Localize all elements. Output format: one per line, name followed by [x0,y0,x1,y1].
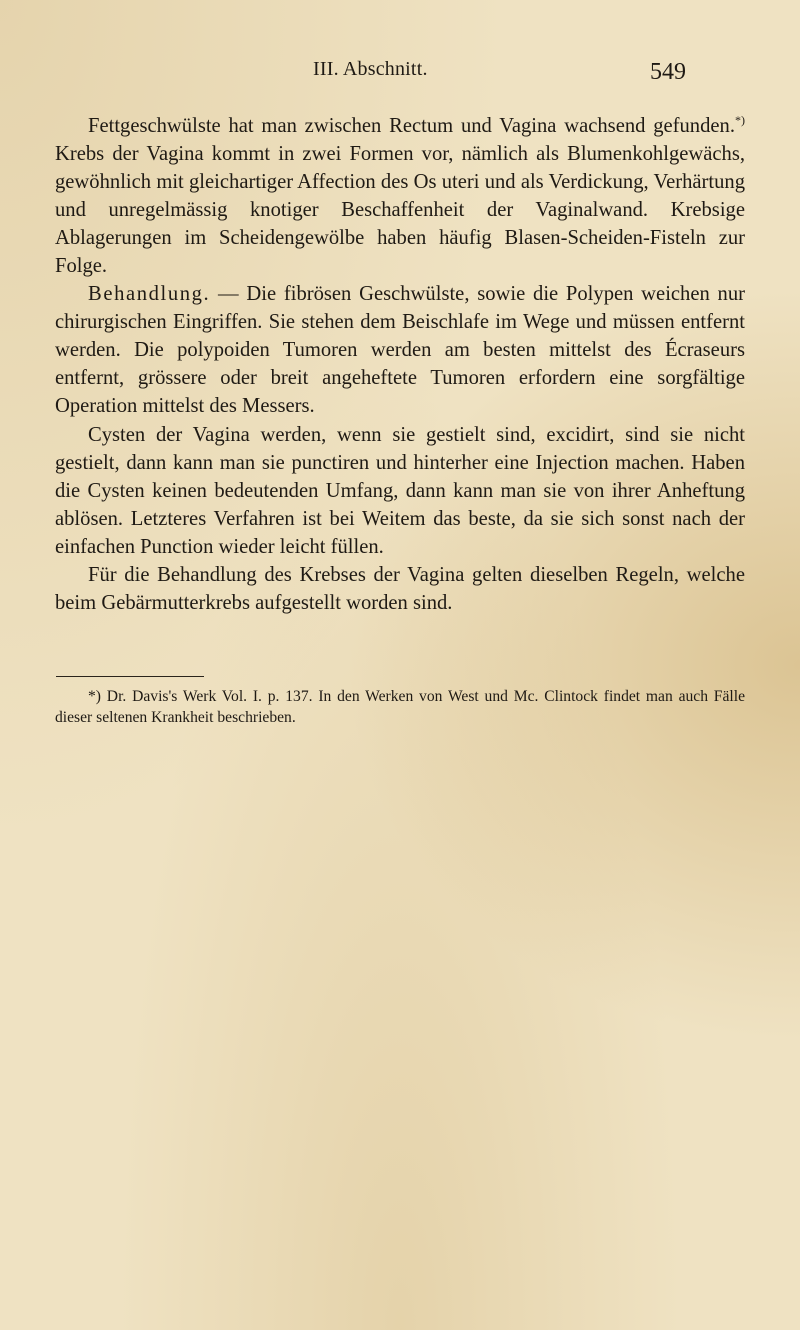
footnote-divider [56,676,204,677]
footnote-text: Dr. Davis's Werk Vol. I. p. 137. In den Werken von West und Mc. Clintock findet man auch Fälle dieser seltenen Krankheit beschrieben. [55,688,745,726]
page-header [0,58,800,98]
page-number: 549 [650,59,686,85]
footnote-reference: *) [735,113,745,128]
footnotes [55,686,745,728]
running-head: III. Abschnitt. [313,58,428,80]
paragraph-4 [55,561,745,617]
paragraph-3 [55,421,745,561]
paragraph-1-text-b: Krebs der Vagina kommt in zwei Formen vor, nämlich als Blumenkohlgewächs, gewöhnlich mit gleichartiger Affection des Os uteri und als Verdickung, Verhärtung und unregelmässig knotiger Beschaffenheit der Vaginalwand. Krebsige Ablagerungen im Scheidengewölbe haben häufig Blasen-Scheiden-Fisteln zur Folge. [55,143,745,278]
paragraph-2-text: — Die fibrösen Geschwülste, sowie die Polypen weichen nur chirurgischen Eingriffen. Sie stehen dem Beischlafe im Wege und müssen entfernt werden. Die polypoiden Tumoren werden am besten mittelst des Écraseurs entfernt, grössere oder breit angeheftete Tumoren erfordern eine sorgfältige Operation mittelst des Messers. [55,283,745,418]
paragraph-1-text-a: Fettgeschwülste hat man zwischen Rectum und Vagina wachsend gefunden. [88,115,735,137]
footnote-marker: *) [88,688,101,705]
paragraph-3-text: Cysten der Vagina werden, wenn sie gestielt sind, excidirt, sind sie nicht gestielt, dann kann man sie punctiren und hinterher eine Injection machen. Haben die Cysten keinen bedeutenden Umfang, dann kann man sie von ihrer Anheftung ablösen. Letzteres Verfahren ist bei Weitem das beste, da sie sich sonst nach der einfachen Punction wieder leicht füllen. [55,423,745,558]
paragraph-1 [55,112,745,280]
body-text [55,112,745,617]
paragraph-4-text: Für die Behandlung des Krebses der Vagina gelten dieselben Regeln, welche beim Gebärmutterkrebs aufgestellt worden sind. [55,563,745,614]
footnote [55,686,745,728]
paragraph-2 [55,280,745,420]
section-heading-behandlung: Behandlung. [88,283,211,306]
